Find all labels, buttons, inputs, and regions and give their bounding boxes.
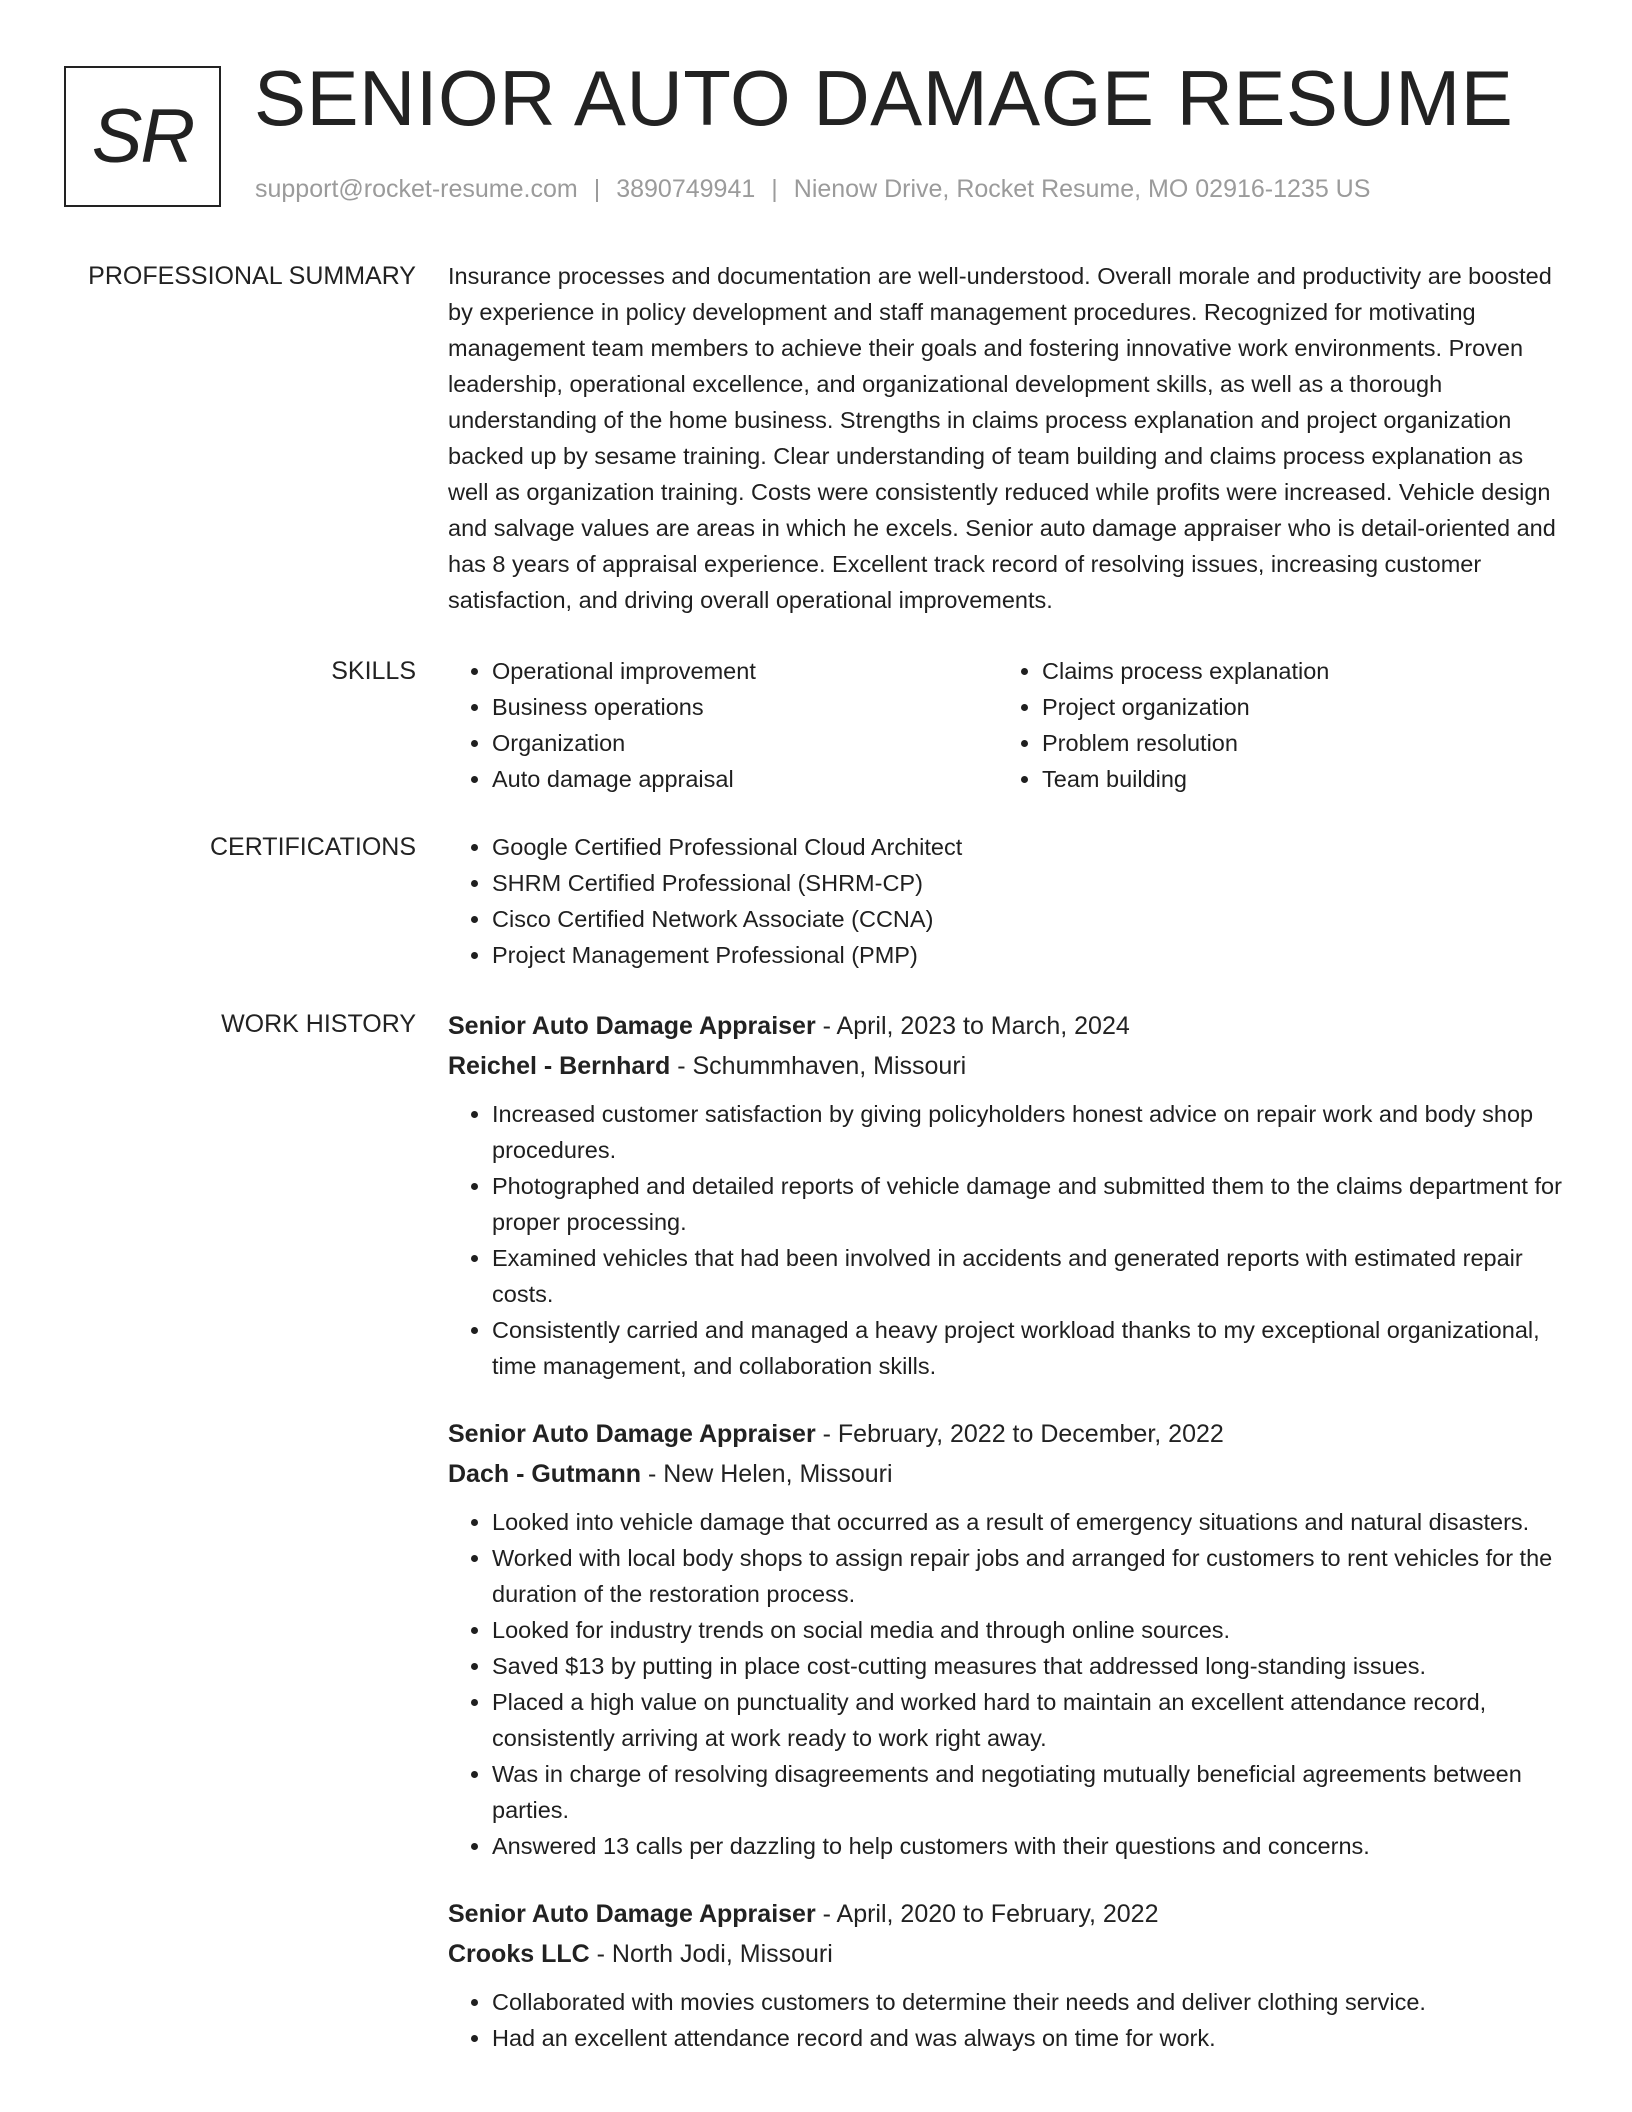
monogram-initials: SR	[91, 94, 194, 179]
monogram-badge	[64, 66, 221, 207]
job-bullet: • Looked into vehicle damage that occurred as a result of emergency situations and natural disasters.	[492, 1504, 1570, 1540]
job-entry	[448, 1414, 1570, 1864]
job-dash: -	[815, 1420, 838, 1448]
job-dates: April, 2020 to February, 2022	[836, 1900, 1159, 1928]
job-bullet: • Worked with local body shops to assign repair jobs and arranged for customers to rent vehicles for the duration of the restoration process.	[492, 1540, 1570, 1612]
summary-text: Insurance processes and documentation are well-understood. Overall morale and productivity are boosted by experience in policy development and staff management procedures. Recognized for motivating management team members to achieve their goals and fostering innovative work environments. Proven leadership, operational excellence, and organizational development skills, as well as a thorough understanding of the home business. Strengths in claims process explanation and project organization backed up by sesame training. Clear understanding of team building and claims process explanation as well as organization training. Costs were consistently reduced while profits were increased. Vehicle design and salvage values are areas in which he excels. Senior auto damage appraiser who is detail-oriented and has 8 years of appraisal experience. Excellent track record of resolving issues, increasing customer satisfaction, and driving overall operational improvements.	[448, 263, 1556, 613]
summary-body	[448, 258, 1570, 618]
skill-item: • Claims process explanation	[1042, 653, 1548, 689]
job-bullet: • Consistently carried and managed a heavy project workload thanks to my exceptional organizational, time management, and collaboration skills.	[492, 1312, 1570, 1384]
job-dash: -	[815, 1012, 837, 1040]
job-company: Reichel - Bernhard	[448, 1052, 671, 1080]
job-entry	[448, 1894, 1570, 2056]
skills-grid	[448, 653, 1570, 797]
skill-item: • Project organization	[1042, 689, 1548, 725]
certification-item: • SHRM Certified Professional (SHRM-CP)	[492, 865, 1570, 901]
certifications-body	[448, 829, 1570, 973]
job-dash: -	[670, 1052, 693, 1080]
certifications-list	[448, 829, 1570, 973]
job-title: Senior Auto Damage Appraiser	[448, 1012, 816, 1040]
certification-item: • Google Certified Professional Cloud Architect	[492, 829, 1570, 865]
job-bullets	[448, 1984, 1570, 2056]
job-bullet: • Saved $13 by putting in place cost-cutting measures that addressed long-standing issues.	[492, 1648, 1570, 1684]
job-bullet: • Placed a high value on punctuality and worked hard to maintain an excellent attendance record, consistently arriving at work ready to work right away.	[492, 1684, 1570, 1756]
job-bullet: • Examined vehicles that had been involved in accidents and generated reports with estimated repair costs.	[492, 1240, 1570, 1312]
section-label-skills: SKILLS	[331, 657, 416, 685]
job-company-line	[448, 1934, 1570, 1974]
job-dash: -	[641, 1460, 664, 1488]
job-company: Crooks LLC	[448, 1940, 590, 1968]
job-bullet: • Collaborated with movies customers to determine their needs and deliver clothing service.	[492, 1984, 1570, 2020]
job-location: North Jodi, Missouri	[611, 1940, 833, 1968]
contact-separator: |	[593, 175, 601, 203]
job-dash: -	[589, 1940, 612, 1968]
job-bullet: • Had an excellent attendance record and was always on time for work.	[492, 2020, 1570, 2056]
job-company-line	[448, 1046, 1570, 1086]
skills-column-1	[448, 653, 998, 797]
section-label-summary: PROFESSIONAL SUMMARY	[88, 262, 416, 290]
contact-address: Nienow Drive, Rocket Resume, MO 02916-1235 US	[793, 175, 1371, 203]
contact-email: support@rocket-resume.com	[255, 175, 578, 203]
skill-item: • Operational improvement	[492, 653, 998, 689]
job-title: Senior Auto Damage Appraiser	[448, 1900, 816, 1928]
skills-column-2	[998, 653, 1548, 797]
job-entry	[448, 1006, 1570, 1384]
skill-item: • Organization	[492, 725, 998, 761]
job-title-line	[448, 1006, 1570, 1046]
job-title: Senior Auto Damage Appraiser	[448, 1420, 816, 1448]
job-bullet: • Was in charge of resolving disagreements and negotiating mutually beneficial agreements between parties.	[492, 1756, 1570, 1828]
job-bullet: • Answered 13 calls per dazzling to help customers with their questions and concerns.	[492, 1828, 1570, 1864]
job-dates: April, 2023 to March, 2024	[836, 1012, 1130, 1040]
skill-item: • Auto damage appraisal	[492, 761, 998, 797]
job-bullets	[448, 1096, 1570, 1384]
resume-title: SENIOR AUTO DAMAGE RESUME	[254, 54, 1514, 142]
skills-body	[448, 653, 1570, 797]
job-company: Dach - Gutmann	[448, 1460, 642, 1488]
work-history-body	[448, 1006, 1570, 2086]
job-location: Schummhaven, Missouri	[692, 1052, 967, 1080]
skill-item: • Business operations	[492, 689, 998, 725]
contact-line	[255, 175, 1370, 204]
job-dates: February, 2022 to December, 2022	[837, 1420, 1224, 1448]
job-dash: -	[815, 1900, 837, 1928]
certification-item: • Cisco Certified Network Associate (CCNA)	[492, 901, 1570, 937]
job-bullets	[448, 1504, 1570, 1864]
skill-item: • Problem resolution	[1042, 725, 1548, 761]
job-bullet: • Photographed and detailed reports of vehicle damage and submitted them to the claims department for proper processing.	[492, 1168, 1570, 1240]
job-location: New Helen, Missouri	[663, 1460, 893, 1488]
job-bullet: • Increased customer satisfaction by giving policyholders honest advice on repair work and body shop procedures.	[492, 1096, 1570, 1168]
job-title-line	[448, 1414, 1570, 1454]
job-company-line	[448, 1454, 1570, 1494]
contact-separator: |	[771, 175, 778, 203]
section-label-work-history: WORK HISTORY	[221, 1010, 416, 1038]
certification-item: • Project Management Professional (PMP)	[492, 937, 1570, 973]
section-label-certifications: CERTIFICATIONS	[209, 833, 416, 861]
job-bullet: • Looked for industry trends on social media and through online sources.	[492, 1612, 1570, 1648]
skill-item: • Team building	[1042, 761, 1548, 797]
contact-phone: 3890749941	[616, 175, 756, 203]
job-title-line	[448, 1894, 1570, 1934]
